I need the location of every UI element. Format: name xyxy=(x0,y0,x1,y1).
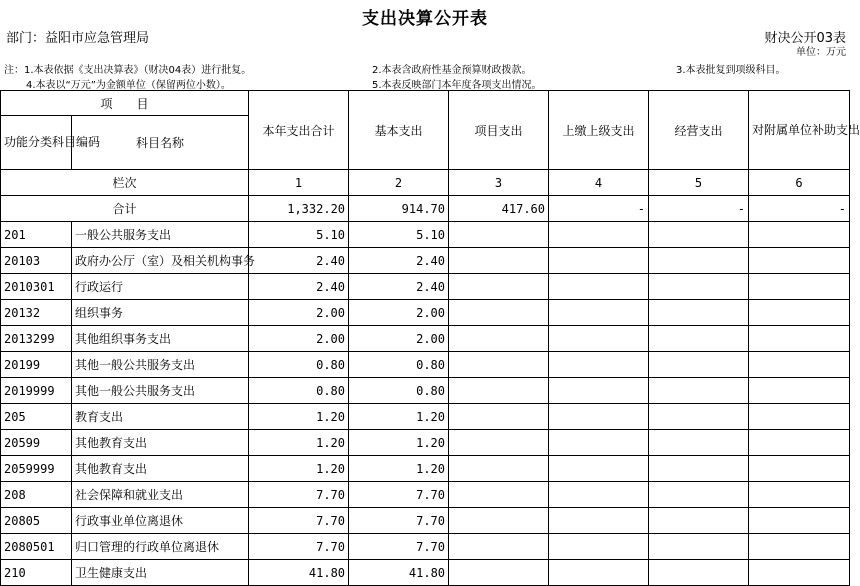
row-code: 208 xyxy=(1,482,72,508)
col-num: 5 xyxy=(649,170,749,196)
row-project xyxy=(449,326,549,352)
row-project xyxy=(449,456,549,482)
row-total: 2.00 xyxy=(249,326,349,352)
note-1: 注：1.本表依据《支出决算表》（财决04表）进行批复。 xyxy=(4,65,252,76)
row-code: 2010301 xyxy=(1,274,72,300)
row-code: 201 xyxy=(1,222,72,248)
row-name: 组织事务 xyxy=(72,300,249,326)
row-code: 20132 xyxy=(1,300,72,326)
row-project xyxy=(449,404,549,430)
row-name: 其他教育支出 xyxy=(72,430,249,456)
row-upper xyxy=(549,378,649,404)
col-num: 3 xyxy=(449,170,549,196)
row-business xyxy=(649,482,749,508)
row-project xyxy=(449,508,549,534)
expenditure-table xyxy=(0,90,860,586)
header-subsidy: 对附属单位补助支出 xyxy=(749,91,850,170)
row-name: 归口管理的行政单位离退休 xyxy=(72,534,249,560)
row-total: 7.70 xyxy=(249,508,349,534)
row-subsidy xyxy=(749,560,850,586)
row-business xyxy=(649,534,749,560)
row-project xyxy=(449,378,549,404)
row-name: 其他一般公共服务支出 xyxy=(72,352,249,378)
row-subsidy xyxy=(749,222,850,248)
row-project xyxy=(449,222,549,248)
col-num: 2 xyxy=(349,170,449,196)
row-project xyxy=(449,430,549,456)
form-code: 财决公开03表 xyxy=(764,31,846,46)
row-total: 2.00 xyxy=(249,300,349,326)
row-basic: 7.70 xyxy=(349,508,449,534)
page-title: 支出决算公开表 xyxy=(362,9,488,29)
row-business xyxy=(649,300,749,326)
row-total: 5.10 xyxy=(249,222,349,248)
row-code: 20103 xyxy=(1,248,72,274)
table-row xyxy=(1,274,850,300)
row-total: 2.40 xyxy=(249,248,349,274)
row-project xyxy=(449,560,549,586)
row-project xyxy=(449,352,549,378)
row-upper xyxy=(549,456,649,482)
header-item: 项 目 xyxy=(1,91,249,116)
row-upper xyxy=(549,508,649,534)
row-name: 其他教育支出 xyxy=(72,456,249,482)
row-basic: 2.00 xyxy=(349,326,449,352)
table-row xyxy=(1,352,850,378)
table-row xyxy=(1,430,850,456)
table-row xyxy=(1,456,850,482)
sum-label: 合计 xyxy=(1,196,249,222)
row-total: 7.70 xyxy=(249,534,349,560)
row-name: 行政事业单位离退休 xyxy=(72,508,249,534)
department-label: 部门：益阳市应急管理局 xyxy=(6,31,150,46)
sum-project: 417.60 xyxy=(449,196,549,222)
row-business xyxy=(649,456,749,482)
header-basic: 基本支出 xyxy=(349,91,449,170)
row-business xyxy=(649,430,749,456)
row-basic: 1.20 xyxy=(349,430,449,456)
header-upper: 上缴上级支出 xyxy=(549,91,649,170)
sum-basic: 914.70 xyxy=(349,196,449,222)
row-code: 20805 xyxy=(1,508,72,534)
header-name: 科目名称 xyxy=(72,116,249,170)
row-basic: 2.00 xyxy=(349,300,449,326)
row-upper xyxy=(549,326,649,352)
row-name: 政府办公厅（室）及相关机构事务 xyxy=(72,248,249,274)
row-upper xyxy=(549,560,649,586)
row-code: 205 xyxy=(1,404,72,430)
row-total: 1.20 xyxy=(249,456,349,482)
row-business xyxy=(649,352,749,378)
row-upper xyxy=(549,404,649,430)
unit-label: 单位：万元 xyxy=(796,47,846,58)
row-project xyxy=(449,248,549,274)
row-basic: 5.10 xyxy=(349,222,449,248)
row-upper xyxy=(549,534,649,560)
header-total: 本年支出合计 xyxy=(249,91,349,170)
row-upper xyxy=(549,274,649,300)
row-basic: 41.80 xyxy=(349,560,449,586)
row-business xyxy=(649,248,749,274)
table-row xyxy=(1,508,850,534)
row-code: 20599 xyxy=(1,430,72,456)
row-upper xyxy=(549,300,649,326)
sum-subsidy: - xyxy=(749,196,850,222)
note-5: 5.本表反映部门本年度各项支出情况。 xyxy=(372,80,542,91)
row-code: 210 xyxy=(1,560,72,586)
table-row xyxy=(1,560,850,586)
row-business xyxy=(649,508,749,534)
sum-business: - xyxy=(649,196,749,222)
row-total: 2.40 xyxy=(249,274,349,300)
table-row xyxy=(1,300,850,326)
row-total: 1.20 xyxy=(249,404,349,430)
table-row xyxy=(1,404,850,430)
row-project xyxy=(449,274,549,300)
row-project xyxy=(449,300,549,326)
row-basic: 7.70 xyxy=(349,482,449,508)
sum-upper: - xyxy=(549,196,649,222)
header-code: 功能分类科目编码 xyxy=(1,116,72,170)
row-name: 一般公共服务支出 xyxy=(72,222,249,248)
row-total: 0.80 xyxy=(249,352,349,378)
row-upper xyxy=(549,248,649,274)
row-business xyxy=(649,404,749,430)
row-subsidy xyxy=(749,378,850,404)
note-3: 3.本表批复到项级科目。 xyxy=(676,65,786,76)
header-project: 项目支出 xyxy=(449,91,549,170)
col-label: 栏次 xyxy=(1,170,249,196)
row-subsidy xyxy=(749,534,850,560)
row-project xyxy=(449,534,549,560)
row-business xyxy=(649,560,749,586)
row-subsidy xyxy=(749,352,850,378)
row-subsidy xyxy=(749,430,850,456)
row-name: 卫生健康支出 xyxy=(72,560,249,586)
row-code: 2019999 xyxy=(1,378,72,404)
row-business xyxy=(649,222,749,248)
table-row xyxy=(1,378,850,404)
row-subsidy xyxy=(749,482,850,508)
col-num: 6 xyxy=(749,170,850,196)
row-subsidy xyxy=(749,300,850,326)
row-subsidy xyxy=(749,508,850,534)
row-business xyxy=(649,274,749,300)
sum-total: 1,332.20 xyxy=(249,196,349,222)
row-basic: 7.70 xyxy=(349,534,449,560)
row-basic: 2.40 xyxy=(349,274,449,300)
row-upper xyxy=(549,482,649,508)
table-row xyxy=(1,222,850,248)
row-name: 行政运行 xyxy=(72,274,249,300)
row-subsidy xyxy=(749,326,850,352)
row-subsidy xyxy=(749,274,850,300)
row-subsidy xyxy=(749,248,850,274)
table-row xyxy=(1,534,850,560)
table-row xyxy=(1,482,850,508)
row-code: 2080501 xyxy=(1,534,72,560)
row-business xyxy=(649,378,749,404)
row-upper xyxy=(549,430,649,456)
row-subsidy xyxy=(749,404,850,430)
row-total: 0.80 xyxy=(249,378,349,404)
col-num: 4 xyxy=(549,170,649,196)
note-4: 4.本表以“万元”为金额单位（保留两位小数）。 xyxy=(26,80,231,91)
row-name: 教育支出 xyxy=(72,404,249,430)
header-business: 经营支出 xyxy=(649,91,749,170)
row-name: 其他一般公共服务支出 xyxy=(72,378,249,404)
row-basic: 2.40 xyxy=(349,248,449,274)
row-code: 2059999 xyxy=(1,456,72,482)
table-row xyxy=(1,248,850,274)
col-num: 1 xyxy=(249,170,349,196)
row-name: 社会保障和就业支出 xyxy=(72,482,249,508)
row-upper xyxy=(549,222,649,248)
table-row xyxy=(1,326,850,352)
row-basic: 1.20 xyxy=(349,404,449,430)
row-business xyxy=(649,326,749,352)
note-2: 2.本表含政府性基金预算财政拨款。 xyxy=(372,65,532,76)
row-basic: 1.20 xyxy=(349,456,449,482)
row-total: 41.80 xyxy=(249,560,349,586)
row-project xyxy=(449,482,549,508)
row-upper xyxy=(549,352,649,378)
row-total: 7.70 xyxy=(249,482,349,508)
row-basic: 0.80 xyxy=(349,378,449,404)
row-code: 20199 xyxy=(1,352,72,378)
row-total: 1.20 xyxy=(249,430,349,456)
row-name: 其他组织事务支出 xyxy=(72,326,249,352)
row-basic: 0.80 xyxy=(349,352,449,378)
row-code: 2013299 xyxy=(1,326,72,352)
row-subsidy xyxy=(749,456,850,482)
